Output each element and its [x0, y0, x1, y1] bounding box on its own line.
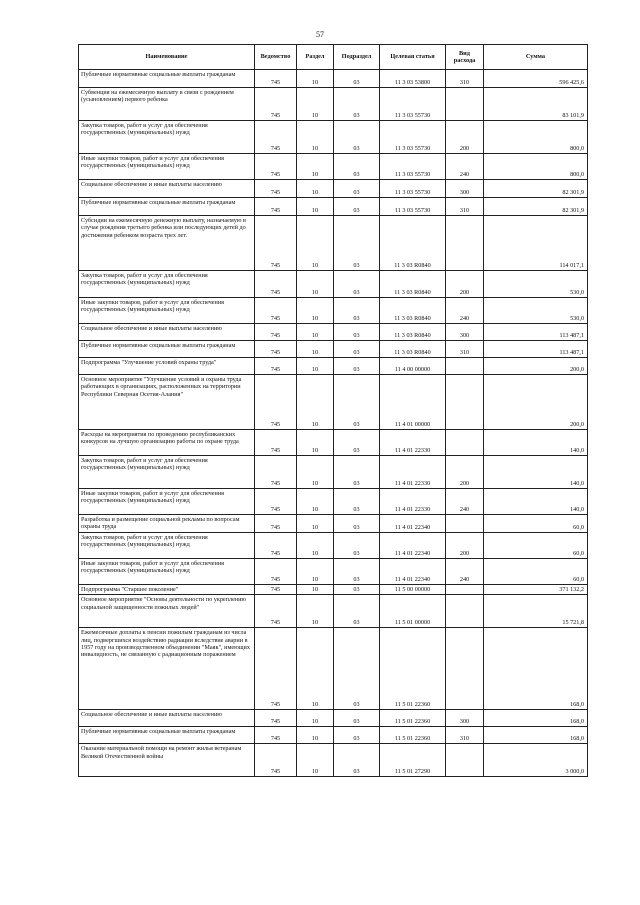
row-name: Подпрограмма "Старшее поколение" [79, 585, 255, 595]
row-vid: 310 [446, 70, 484, 88]
table-row [79, 456, 588, 489]
row-sum: 596 425,6 [484, 70, 588, 88]
row-target: 11 3 03 55730 [380, 180, 446, 198]
row-podrazdel: 03 [334, 271, 380, 298]
row-sum: 60,0 [484, 559, 588, 585]
row-razdel: 10 [297, 216, 334, 271]
row-vedomstvo: 745 [255, 710, 297, 727]
row-sum: 113 487,1 [484, 324, 588, 341]
row-target: 11 5 01 27290 [380, 744, 446, 777]
row-target: 11 5 01 00000 [380, 595, 446, 628]
row-vid: 240 [446, 154, 484, 180]
row-name: Закупка товаров, работ и услуг для обеспечения государственных (муниципальных) нужд [79, 271, 255, 298]
header-vid: Вид расхода [446, 45, 484, 70]
row-vedomstvo: 745 [255, 180, 297, 198]
row-name: Субсидии на ежемесячную денежную выплату, назначаемую в случае рождения третьего ребенка или последующих детей до достижения ребенком возраста трех лет. [79, 216, 255, 271]
row-vid: 240 [446, 559, 484, 585]
row-name: Публичные нормативные социальные выплаты гражданам [79, 341, 255, 358]
row-vid [446, 88, 484, 121]
row-sum: 800,0 [484, 121, 588, 154]
table-header-row [79, 45, 588, 70]
row-sum: 530,0 [484, 271, 588, 298]
header-podrazdel: Подраздел [334, 45, 380, 70]
row-podrazdel: 03 [334, 430, 380, 456]
table-row [79, 744, 588, 777]
row-name: Закупка товаров, работ и услуг для обеспечения государственных (муниципальных) нужд [79, 533, 255, 559]
row-target: 11 4 00 00000 [380, 358, 446, 375]
row-razdel: 10 [297, 271, 334, 298]
table-row [79, 533, 588, 559]
row-name: Социальное обеспечение и иные выплаты населению [79, 710, 255, 727]
row-sum: 140,0 [484, 489, 588, 515]
table-row [79, 271, 588, 298]
table-row [79, 628, 588, 710]
table-row [79, 595, 588, 628]
row-vid: 200 [446, 456, 484, 489]
row-razdel: 10 [297, 744, 334, 777]
row-podrazdel: 03 [334, 375, 380, 430]
row-podrazdel: 03 [334, 595, 380, 628]
row-vid [446, 430, 484, 456]
row-sum: 371 132,2 [484, 585, 588, 595]
row-podrazdel: 03 [334, 324, 380, 341]
row-target: 11 3 03 55730 [380, 154, 446, 180]
row-vedomstvo: 745 [255, 456, 297, 489]
header-name: Наименование [79, 45, 255, 70]
row-target: 11 3 03 R0840 [380, 298, 446, 324]
row-vid: 240 [446, 489, 484, 515]
row-name: Иные закупки товаров, работ и услуг для обеспечения государственных (муниципальных) нужд [79, 154, 255, 180]
row-sum: 114 017,1 [484, 216, 588, 271]
row-vid: 200 [446, 533, 484, 559]
row-sum: 200,0 [484, 358, 588, 375]
row-vid: 310 [446, 727, 484, 744]
row-razdel: 10 [297, 585, 334, 595]
table-row [79, 727, 588, 744]
row-vid: 300 [446, 324, 484, 341]
row-name: Основное мероприятие "Улучшение условий и охраны труда работающих в организациях, расположенных на территории Республики Северная Осетия-Алания" [79, 375, 255, 430]
row-vid: 300 [446, 710, 484, 727]
row-vedomstvo: 745 [255, 198, 297, 216]
row-podrazdel: 03 [334, 628, 380, 710]
row-razdel: 10 [297, 595, 334, 628]
row-vedomstvo: 745 [255, 533, 297, 559]
table-row [79, 88, 588, 121]
row-target: 11 4 01 22330 [380, 456, 446, 489]
table-row [79, 216, 588, 271]
row-vedomstvo: 745 [255, 70, 297, 88]
row-name: Субвенция на ежемесячную выплату в связи с рождением (усыновлением) первого ребенка [79, 88, 255, 121]
row-sum: 83 101,9 [484, 88, 588, 121]
row-podrazdel: 03 [334, 744, 380, 777]
table-row [79, 710, 588, 727]
row-target: 11 4 01 22340 [380, 533, 446, 559]
row-target: 11 3 03 55730 [380, 198, 446, 216]
row-name: Ежемесячные доплаты к пенсии пожилым гражданам из числа лиц, подвергшихся воздействию радиации вследствие аварии в 1957 году на производственном объединении "Маяк", имеющих инвалидность, не связанную с радиационным поражением [79, 628, 255, 710]
table-row [79, 515, 588, 533]
row-vid [446, 216, 484, 271]
row-razdel: 10 [297, 456, 334, 489]
row-sum: 168,0 [484, 628, 588, 710]
row-vedomstvo: 745 [255, 559, 297, 585]
row-podrazdel: 03 [334, 358, 380, 375]
row-vedomstvo: 745 [255, 628, 297, 710]
row-podrazdel: 03 [334, 298, 380, 324]
row-target: 11 3 03 R0840 [380, 216, 446, 271]
row-target: 11 5 01 22360 [380, 727, 446, 744]
row-razdel: 10 [297, 88, 334, 121]
row-vid [446, 744, 484, 777]
row-podrazdel: 03 [334, 456, 380, 489]
row-sum: 60,0 [484, 515, 588, 533]
row-podrazdel: 03 [334, 341, 380, 358]
table-row [79, 559, 588, 585]
page-number: 57 [316, 30, 324, 39]
row-name: Социальное обеспечение и иные выплаты населению [79, 180, 255, 198]
row-name: Иные закупки товаров, работ и услуг для обеспечения государственных (муниципальных) нужд [79, 489, 255, 515]
row-target: 11 3 03 R0840 [380, 271, 446, 298]
row-sum: 60,0 [484, 533, 588, 559]
row-vedomstvo: 745 [255, 727, 297, 744]
row-target: 11 3 03 53800 [380, 70, 446, 88]
table-row [79, 375, 588, 430]
row-vid: 200 [446, 121, 484, 154]
row-name: Закупка товаров, работ и услуг для обеспечения государственных (муниципальных) нужд [79, 456, 255, 489]
row-podrazdel: 03 [334, 533, 380, 559]
row-razdel: 10 [297, 121, 334, 154]
table-row [79, 154, 588, 180]
row-razdel: 10 [297, 154, 334, 180]
header-sum: Сумма [484, 45, 588, 70]
row-podrazdel: 03 [334, 154, 380, 180]
row-podrazdel: 03 [334, 559, 380, 585]
row-razdel: 10 [297, 489, 334, 515]
row-vid: 200 [446, 271, 484, 298]
row-razdel: 10 [297, 628, 334, 710]
row-vedomstvo: 745 [255, 358, 297, 375]
row-sum: 82 301,9 [484, 180, 588, 198]
table-row [79, 585, 588, 595]
row-sum: 113 487,1 [484, 341, 588, 358]
table-row [79, 121, 588, 154]
row-name: Разработка и размещение социальной рекламы по вопросам охраны труда [79, 515, 255, 533]
row-name: Основное мероприятие "Основы деятельности по укреплению социальной защищенности пожилых людей" [79, 595, 255, 628]
row-vedomstvo: 745 [255, 585, 297, 595]
row-vedomstvo: 745 [255, 271, 297, 298]
row-podrazdel: 03 [334, 121, 380, 154]
header-target: Целевая статья [380, 45, 446, 70]
row-podrazdel: 03 [334, 489, 380, 515]
row-vedomstvo: 745 [255, 430, 297, 456]
row-vedomstvo: 745 [255, 595, 297, 628]
row-name: Публичные нормативные социальные выплаты гражданам [79, 198, 255, 216]
row-vid: 310 [446, 198, 484, 216]
row-sum: 168,0 [484, 710, 588, 727]
row-podrazdel: 03 [334, 710, 380, 727]
row-vedomstvo: 745 [255, 324, 297, 341]
row-vedomstvo: 745 [255, 341, 297, 358]
table-row [79, 489, 588, 515]
row-vid [446, 375, 484, 430]
row-name: Публичные нормативные социальные выплаты гражданам [79, 727, 255, 744]
row-vid [446, 595, 484, 628]
header-razdel: Раздел [297, 45, 334, 70]
row-vid [446, 585, 484, 595]
row-sum: 140,0 [484, 430, 588, 456]
row-vedomstvo: 745 [255, 744, 297, 777]
row-razdel: 10 [297, 710, 334, 727]
row-podrazdel: 03 [334, 515, 380, 533]
row-name: Подпрограмма "Улучшение условий охраны труда" [79, 358, 255, 375]
table-row [79, 298, 588, 324]
row-podrazdel: 03 [334, 727, 380, 744]
row-podrazdel: 03 [334, 180, 380, 198]
row-sum: 82 301,9 [484, 198, 588, 216]
row-target: 11 5 01 22360 [380, 628, 446, 710]
row-vedomstvo: 745 [255, 154, 297, 180]
row-razdel: 10 [297, 358, 334, 375]
row-razdel: 10 [297, 430, 334, 456]
row-podrazdel: 03 [334, 585, 380, 595]
row-vid [446, 515, 484, 533]
table-row [79, 341, 588, 358]
row-razdel: 10 [297, 180, 334, 198]
row-name: Оказание материальной помощи на ремонт жилья ветеранам Великой Отечественной войны [79, 744, 255, 777]
row-podrazdel: 03 [334, 198, 380, 216]
row-podrazdel: 03 [334, 70, 380, 88]
row-razdel: 10 [297, 198, 334, 216]
row-podrazdel: 03 [334, 88, 380, 121]
row-target: 11 5 01 22360 [380, 710, 446, 727]
row-sum: 200,0 [484, 375, 588, 430]
row-target: 11 4 01 22340 [380, 515, 446, 533]
row-razdel: 10 [297, 70, 334, 88]
row-vid: 240 [446, 298, 484, 324]
table-row [79, 430, 588, 456]
row-razdel: 10 [297, 341, 334, 358]
row-vedomstvo: 745 [255, 375, 297, 430]
row-vedomstvo: 745 [255, 298, 297, 324]
row-sum: 530,0 [484, 298, 588, 324]
row-name: Социальное обеспечение и иные выплаты населению [79, 324, 255, 341]
row-target: 11 4 01 22330 [380, 430, 446, 456]
row-target: 11 5 00 00000 [380, 585, 446, 595]
header-vedomstvo: Ведомство [255, 45, 297, 70]
budget-table [78, 44, 588, 777]
row-target: 11 3 03 55730 [380, 121, 446, 154]
row-razdel: 10 [297, 727, 334, 744]
row-vid: 300 [446, 180, 484, 198]
row-target: 11 4 01 00000 [380, 375, 446, 430]
row-vedomstvo: 745 [255, 88, 297, 121]
row-name: Закупка товаров, работ и услуг для обеспечения государственных (муниципальных) нужд [79, 121, 255, 154]
row-sum: 168,0 [484, 727, 588, 744]
row-target: 11 3 03 R0840 [380, 341, 446, 358]
row-razdel: 10 [297, 559, 334, 585]
row-vedomstvo: 745 [255, 216, 297, 271]
row-vid [446, 358, 484, 375]
table-row [79, 70, 588, 88]
row-sum: 800,0 [484, 154, 588, 180]
table-row [79, 180, 588, 198]
row-razdel: 10 [297, 298, 334, 324]
row-sum: 15 721,8 [484, 595, 588, 628]
row-razdel: 10 [297, 515, 334, 533]
row-target: 11 3 03 R0840 [380, 324, 446, 341]
row-podrazdel: 03 [334, 216, 380, 271]
row-name: Иные закупки товаров, работ и услуг для обеспечения государственных (муниципальных) нужд [79, 559, 255, 585]
row-razdel: 10 [297, 533, 334, 559]
row-name: Расходы на мероприятия по проведению республиканских конкурсов на лучшую организацию работы по охране труда [79, 430, 255, 456]
row-vid: 310 [446, 341, 484, 358]
row-razdel: 10 [297, 324, 334, 341]
row-vid [446, 628, 484, 710]
table-row [79, 324, 588, 341]
table-row [79, 358, 588, 375]
row-vedomstvo: 745 [255, 121, 297, 154]
row-vedomstvo: 745 [255, 515, 297, 533]
table-row [79, 198, 588, 216]
row-name: Иные закупки товаров, работ и услуг для обеспечения государственных (муниципальных) нужд [79, 298, 255, 324]
row-target: 11 4 01 22330 [380, 489, 446, 515]
row-sum: 3 000,0 [484, 744, 588, 777]
row-target: 11 3 03 55730 [380, 88, 446, 121]
row-razdel: 10 [297, 375, 334, 430]
row-vedomstvo: 745 [255, 489, 297, 515]
row-target: 11 4 01 22340 [380, 559, 446, 585]
row-sum: 140,0 [484, 456, 588, 489]
row-name: Публичные нормативные социальные выплаты гражданам [79, 70, 255, 88]
